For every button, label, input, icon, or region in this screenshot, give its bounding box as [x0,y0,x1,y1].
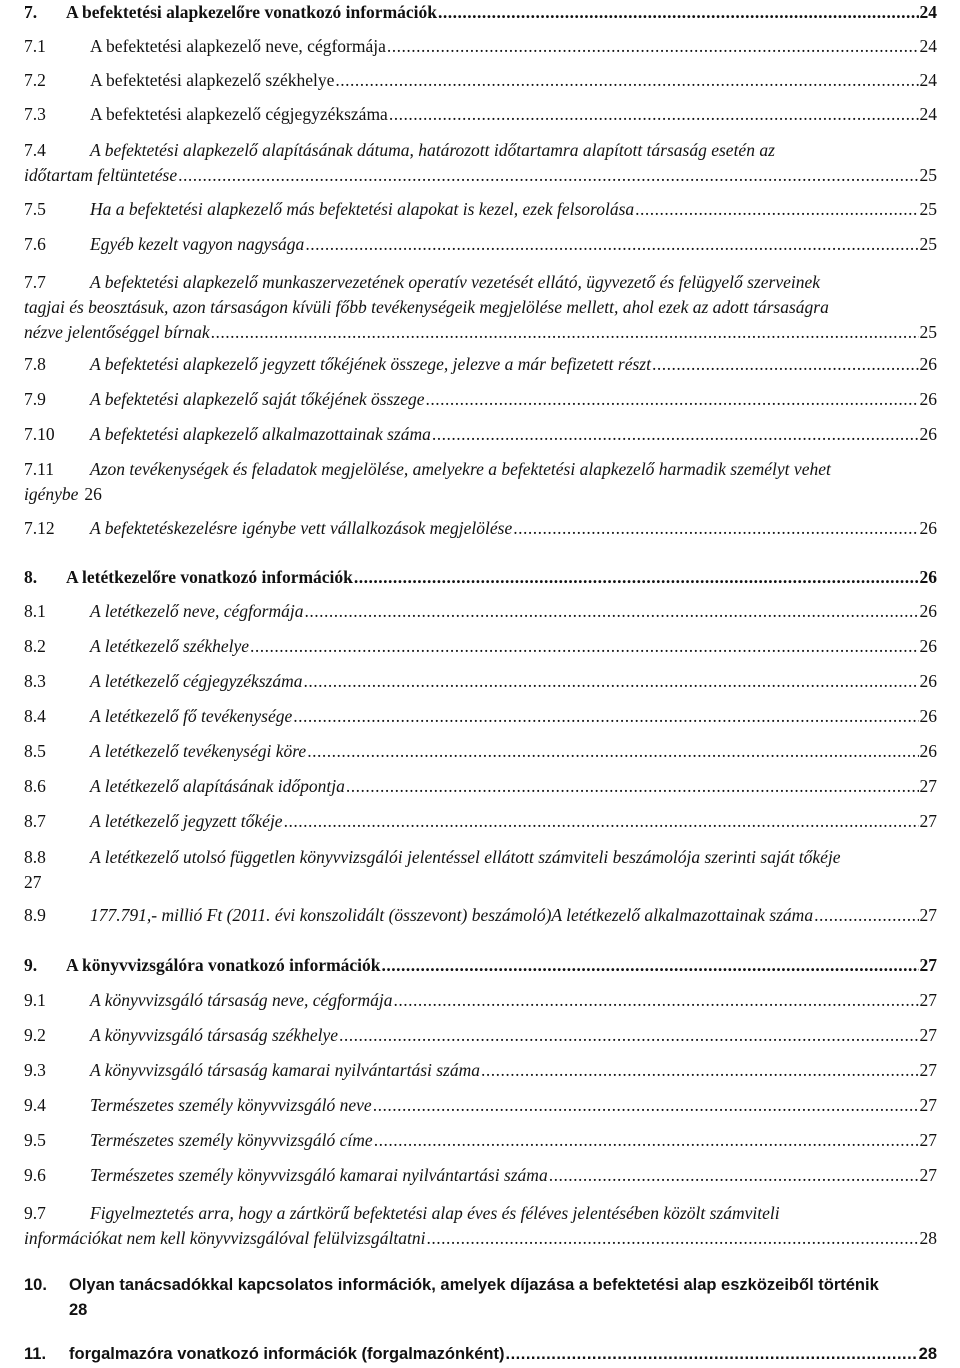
toc-entry-page: 26 [919,671,937,691]
toc-entry-8-8[interactable] [24,845,937,895]
toc-entry-7-8[interactable] [24,352,937,377]
toc-entry-page: 27 [919,955,937,975]
toc-entry-10[interactable] [24,1273,937,1323]
toc-entry-page: 27 [919,811,937,831]
toc-entry-7-7[interactable] [24,270,937,345]
toc-entry-number: 8.2 [24,636,46,656]
dot-leader [432,422,919,447]
toc-entry-8-6[interactable] [24,774,937,799]
toc-entry-7-9[interactable] [24,387,937,412]
toc-entry-8-2[interactable] [24,634,937,659]
toc-entry-title: A letétkezelőre vonatkozó információk [66,567,353,587]
dot-leader [373,1093,919,1118]
toc-entry-title: A letétkezelő jegyzett tőkéje [90,811,283,831]
toc-entry-title: A befektetési alapkezelő neve, cégformája [90,36,386,56]
toc-entry-number: 8.7 [24,811,46,831]
toc-entry-page: 27 [919,1095,937,1115]
toc-entry-page: 25 [919,234,937,254]
toc-entry-page: 28 [69,1301,88,1319]
toc-entry-page: 24 [919,2,937,22]
toc-entry-page: 27 [919,1130,937,1150]
toc-entry-title: Egyéb kezelt vagyon nagysága [90,234,305,254]
toc-entry-title: forgalmazóra vonatkozó információk (forgalmazónként) [69,1345,505,1363]
toc-entry-page: 26 [919,636,937,656]
toc-entry-number: 9.7 [24,1203,46,1223]
toc-entry-number: 11. [24,1345,47,1363]
toc-entry-page: 28 [919,1228,937,1248]
dot-leader [305,232,918,257]
toc-entry-page: 26 [919,567,937,587]
dot-leader [307,739,918,764]
dot-leader [505,1342,917,1367]
dot-leader [374,1128,919,1153]
toc-entry-title-continued: tagjai és beosztásuk, azon társaságon kívüli főbb tevékenységeik megjelölése mellett, ahol ezek az adott társaságra [24,297,829,317]
toc-entry-8-5[interactable] [24,739,937,764]
toc-entry-11[interactable] [24,1342,937,1367]
toc-entry-title: A letétkezelő cégjegyzékszáma [90,671,303,691]
dot-leader [652,352,919,377]
toc-entry-7-12[interactable] [24,516,937,541]
toc-entry-number: 9. [24,955,38,975]
toc-entry-7-6[interactable] [24,232,937,257]
toc-entry-7-4[interactable] [24,138,937,188]
toc-entry-8-9[interactable] [24,903,937,928]
toc-entry-page: 26 [919,424,937,444]
toc-entry-title: A letétkezelő utolsó független könyvvizsgálói jelentéssel ellátott számviteli beszámolója szerinti saját tőkéje [90,847,841,867]
toc-entry-title: A könyvvizsgáló társaság kamarai nyilvántartási száma [90,1060,481,1080]
toc-entry-page: 26 [919,389,937,409]
dot-leader [284,809,919,834]
toc-entry-title: A könyvvizsgálóra vonatkozó információk [66,955,381,975]
toc-entry-page: 25 [919,165,937,185]
toc-entry-page: 27 [919,905,937,925]
toc-entry-number: 8.5 [24,741,46,761]
dot-leader [304,599,918,624]
toc-entry-title: Ha a befektetési alapkezelő más befektetési alapokat is kezel, ezek felsorolása [90,199,635,219]
toc-entry-title: A befektetési alapkezelő székhelye [90,70,335,90]
toc-entry-7-11[interactable] [24,457,937,507]
toc-entry-number: 8. [24,567,38,587]
toc-entry-title-continued: nézve jelentőséggel bírnak [24,322,210,342]
toc-entry-page: 27 [919,990,937,1010]
toc-entry-number: 9.5 [24,1130,46,1150]
dot-leader [382,953,919,978]
toc-entry-title: A befektetési alapkezelő alapításának dátuma, határozott időtartamra alapított társaság esetén az [90,140,775,160]
dot-leader [513,516,918,541]
toc-entry-title: A befektetési alapkezelő saját tőkéjének összege [90,389,425,409]
toc-entry-8-1[interactable] [24,599,937,624]
dot-leader [354,565,919,590]
dot-leader [549,1163,919,1188]
toc-entry-title: A letétkezelő fő tevékenysége [90,706,293,726]
toc-entry-title: A befektetési alapkezelő cégjegyzékszáma [90,104,388,124]
toc-entry-title: A befektetési alapkezelő jegyzett tőkéjének összege, jelezve a már befizetett részt [90,354,651,374]
toc-entry-title-continued: igénybe [24,484,79,504]
toc-entry-7-2[interactable] [24,68,937,93]
toc-entry-page: 26 [919,354,937,374]
toc-entry-9-4[interactable] [24,1093,937,1118]
toc-entry-title: Azon tevékenységek és feladatok megjelölése, amelyekre a befektetési alapkezelő harmadik személyt vehet [90,459,831,479]
toc-entry-number: 9.1 [24,990,46,1010]
toc-entry-number: 7.10 [24,424,55,444]
toc-entry-page: 25 [919,322,937,342]
toc-entry-page: 25 [919,199,937,219]
dot-leader [339,1023,918,1048]
toc-entry-number: 8.3 [24,671,46,691]
toc-entry-number: 7. [24,2,38,22]
toc-entry-9-5[interactable] [24,1128,937,1153]
toc-entry-number: 7.9 [24,389,46,409]
toc-entry-number: 9.2 [24,1025,46,1045]
toc-entry-page: 27 [919,1025,937,1045]
toc-entry-number: 7.12 [24,518,55,538]
dot-leader [346,774,919,799]
toc-entry-title: A befektetési alapkezelő alkalmazottainak száma [90,424,431,444]
toc-entry-title: Természetes személy könyvvizsgáló címe [90,1130,373,1150]
toc-entry-page: 26 [919,706,937,726]
dot-leader [335,68,918,93]
dot-leader [389,102,919,127]
toc-entry-page: 28 [918,1345,937,1363]
toc-entry-number: 8.1 [24,601,46,621]
toc-entry-9-2[interactable] [24,1023,937,1048]
toc-entry-8-4[interactable] [24,704,937,729]
toc-entry-title: Figyelmeztetés arra, hogy a zártkörű befektetési alap éves és féléves jelentésében közölt számviteli [90,1203,780,1223]
toc-entry-page: 27 [919,776,937,796]
toc-entry-page: 26 [919,601,937,621]
toc-entry-7-10[interactable] [24,422,937,447]
dot-leader [211,320,919,345]
toc-entry-page: 26 [919,741,937,761]
toc-entry-number: 7.5 [24,199,46,219]
toc-entry-8-7[interactable] [24,809,937,834]
toc-entry-page: 24 [919,70,937,90]
toc-entry-9-1[interactable] [24,988,937,1013]
dot-leader [304,669,919,694]
toc-entry-number: 7.11 [24,459,54,479]
toc-entry-7[interactable] [24,0,937,25]
toc-entry-9[interactable] [24,953,937,978]
toc-entry-9-7[interactable] [24,1201,937,1251]
toc-entry-number: 8.6 [24,776,46,796]
dot-leader [250,634,918,659]
toc-entry-title: A letétkezelő alapításának időpontja [90,776,345,796]
toc-entry-title: A befektetéskezelésre igénybe vett vállalkozások megjelölése [90,518,513,538]
dot-leader [178,163,918,188]
toc-entry-page: 26 [84,484,102,504]
toc-entry-title: A befektetési alapkezelőre vonatkozó információk [66,2,438,22]
dot-leader [293,704,918,729]
toc-entry-page: 24 [919,36,937,56]
toc-entry-title: Természetes személy könyvvizsgáló kamarai nyilvántartási száma [90,1165,548,1185]
dot-leader [814,903,918,928]
toc-entry-title: Természetes személy könyvvizsgáló neve [90,1095,372,1115]
toc-entry-number: 7.8 [24,354,46,374]
toc-entry-number: 8.8 [24,847,46,867]
toc-entry-title-continued: információkat nem kell könyvvizsgálóval felülvizsgáltatni [24,1228,426,1248]
toc-entry-page: 27 [919,1060,937,1080]
toc-entry-title-continued: időtartam feltüntetése [24,165,178,185]
toc-entry-page: 26 [919,518,937,538]
toc-entry-9-6[interactable] [24,1163,937,1188]
toc-entry-title: A könyvvizsgáló társaság neve, cégformája [90,990,393,1010]
toc-entry-8-3[interactable] [24,669,937,694]
toc-entry-number: 7.4 [24,140,46,160]
toc-entry-number: 7.6 [24,234,46,254]
dot-leader [393,988,918,1013]
toc-entry-8[interactable] [24,565,937,590]
toc-entry-title: Olyan tanácsadókkal kapcsolatos információk, amelyek díjazása a befektetési alap eszközeiből történik [69,1276,879,1294]
toc-entry-number: 10. [24,1276,47,1294]
toc-entry-title: A könyvvizsgáló társaság székhelye [90,1025,339,1045]
dot-leader [387,34,919,59]
toc-entry-title: A letétkezelő székhelye [90,636,250,656]
dot-leader [438,0,918,25]
toc-entry-7-1[interactable] [24,34,937,59]
dot-leader [426,387,919,412]
toc-entry-number: 9.6 [24,1165,46,1185]
toc-entry-7-3[interactable] [24,102,937,127]
toc-entry-number: 9.4 [24,1095,46,1115]
toc-entry-7-5[interactable] [24,197,937,222]
toc-entry-number: 8.9 [24,905,46,925]
toc-entry-9-3[interactable] [24,1058,937,1083]
dot-leader [635,197,918,222]
dot-leader [426,1226,918,1251]
toc-entry-page: 24 [919,104,937,124]
dot-leader [481,1058,918,1083]
toc-entry-page: 27 [919,1165,937,1185]
toc-entry-number: 7.1 [24,36,46,56]
toc-entry-number: 7.2 [24,70,46,90]
toc-entry-number: 8.4 [24,706,46,726]
toc-entry-title: A letétkezelő tevékenységi köre [90,741,307,761]
toc-entry-title: 177.791,- millió Ft (2011. évi konszolidált (összevont) beszámoló)A letétkezelő alkalmazottainak száma [90,905,814,925]
toc-entry-title: A befektetési alapkezelő munkaszervezetének operatív vezetését ellátó, ügyvezető és felügyelő szerveinek [90,272,821,292]
toc-entry-title: A letétkezelő neve, cégformája [90,601,304,621]
toc-entry-number: 7.3 [24,104,46,124]
toc-entry-number: 7.7 [24,272,46,292]
toc-entry-page: 27 [24,872,42,892]
toc-entry-number: 9.3 [24,1060,46,1080]
